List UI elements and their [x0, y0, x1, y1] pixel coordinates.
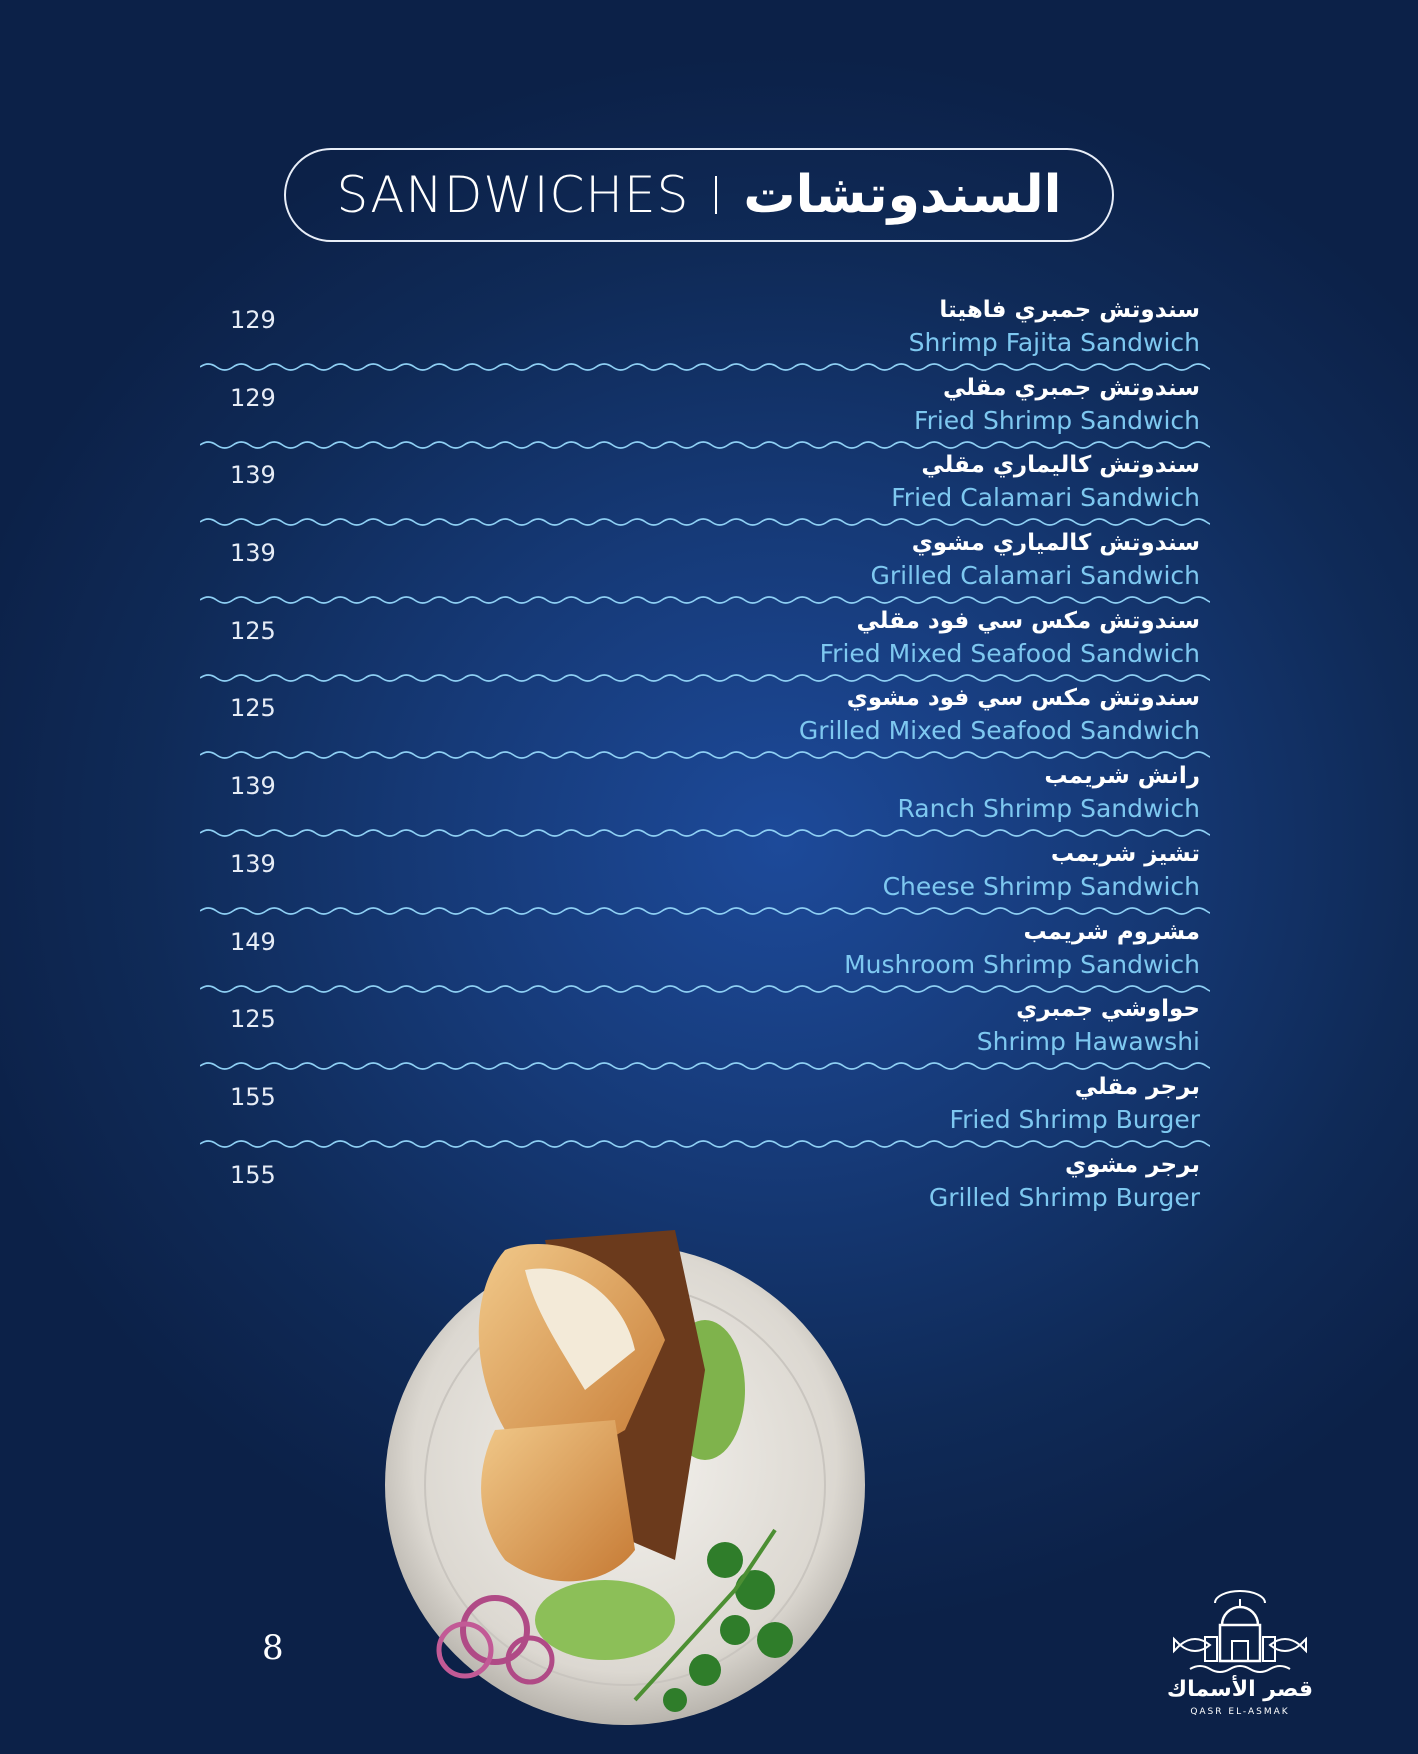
menu-item: [200, 445, 1210, 523]
menu-item: [200, 678, 1210, 756]
logo-arabic-name: قصر الأسماك: [1166, 1677, 1314, 1702]
section-header: [284, 148, 1114, 242]
section-title-en: SANDWICHES: [336, 166, 690, 224]
menu-list: [200, 290, 1210, 1222]
menu-item-price: 125: [230, 1005, 276, 1034]
menu-item-name-ar: سندوتش كاليماري مقلي: [921, 452, 1200, 479]
menu-item-name-ar: تشيز شريمب: [1050, 840, 1200, 867]
menu-item-name-en: Shrimp Hawawshi: [976, 1027, 1200, 1057]
menu-item-name-ar: برجر مشوي: [1065, 1151, 1200, 1178]
menu-item-name-ar: سندوتش مكس سي فود مشوي: [846, 685, 1200, 712]
menu-item: [200, 756, 1210, 834]
menu-item: [200, 290, 1210, 368]
menu-item-name-ar: رانش شريمب: [1044, 763, 1200, 790]
menu-item-price: 155: [230, 1082, 276, 1111]
menu-item-name-ar: سندوتش مكس سي فود مقلي: [856, 607, 1200, 634]
menu-item-price: 149: [230, 927, 276, 956]
menu-item-name-ar: برجر مقلي: [1074, 1073, 1200, 1100]
menu-item-name-ar: سندوتش جمبري فاهيتا: [939, 297, 1200, 323]
menu-item-price: 139: [230, 461, 276, 490]
menu-item-price: 125: [230, 694, 276, 723]
menu-item-name-en: Fried Shrimp Burger: [949, 1104, 1200, 1134]
section-title-ar: السندوتشات: [743, 165, 1062, 225]
menu-item-name-ar: حواوشي جمبري: [1016, 996, 1200, 1023]
menu-item-price: 139: [230, 539, 276, 568]
menu-item-name-en: Mushroom Shrimp Sandwich: [844, 949, 1200, 979]
menu-item: [200, 1145, 1210, 1223]
menu-item-price: 139: [230, 772, 276, 801]
menu-item-name-en: Grilled Shrimp Burger: [928, 1182, 1200, 1212]
menu-item-name-en: Ranch Shrimp Sandwich: [897, 794, 1200, 824]
menu-item-name-en: Cheese Shrimp Sandwich: [882, 871, 1200, 901]
menu-item: [200, 912, 1210, 990]
menu-item-name-en: Grilled Calamari Sandwich: [870, 561, 1200, 591]
menu-item: [200, 523, 1210, 601]
menu-item-name-en: Grilled Mixed Seafood Sandwich: [798, 716, 1200, 746]
menu-item-name-ar: مشروم شريمب: [1023, 918, 1200, 945]
menu-item-name-en: Shrimp Fajita Sandwich: [908, 328, 1200, 357]
menu-item: [200, 989, 1210, 1067]
menu-item-name-en: Fried Calamari Sandwich: [891, 483, 1200, 513]
menu-item-price: 125: [230, 616, 276, 645]
menu-item: [200, 834, 1210, 912]
menu-item: [200, 601, 1210, 679]
menu-item: [200, 368, 1210, 446]
sandwich-plate-photo: [375, 1230, 875, 1730]
title-divider: [715, 176, 717, 214]
page-number: 8: [262, 1628, 284, 1668]
menu-item-price: 139: [230, 849, 276, 878]
menu-item-name-ar: سندوتش كالمياري مشوي: [911, 530, 1200, 557]
logo-english-name: QASR EL-ASMAK: [1190, 1707, 1290, 1717]
menu-item: [200, 1067, 1210, 1145]
menu-item-price: 129: [230, 383, 276, 412]
menu-item-name-en: Fried Shrimp Sandwich: [914, 405, 1200, 435]
menu-item-price: 129: [230, 306, 276, 334]
menu-item-name-ar: سندوتش جمبري مقلي: [943, 374, 1200, 401]
menu-item-name-en: Fried Mixed Seafood Sandwich: [819, 638, 1200, 668]
castle-with-fish-logo-icon: [1160, 1585, 1320, 1677]
menu-item-price: 155: [230, 1160, 276, 1189]
restaurant-logo: [1160, 1585, 1320, 1725]
